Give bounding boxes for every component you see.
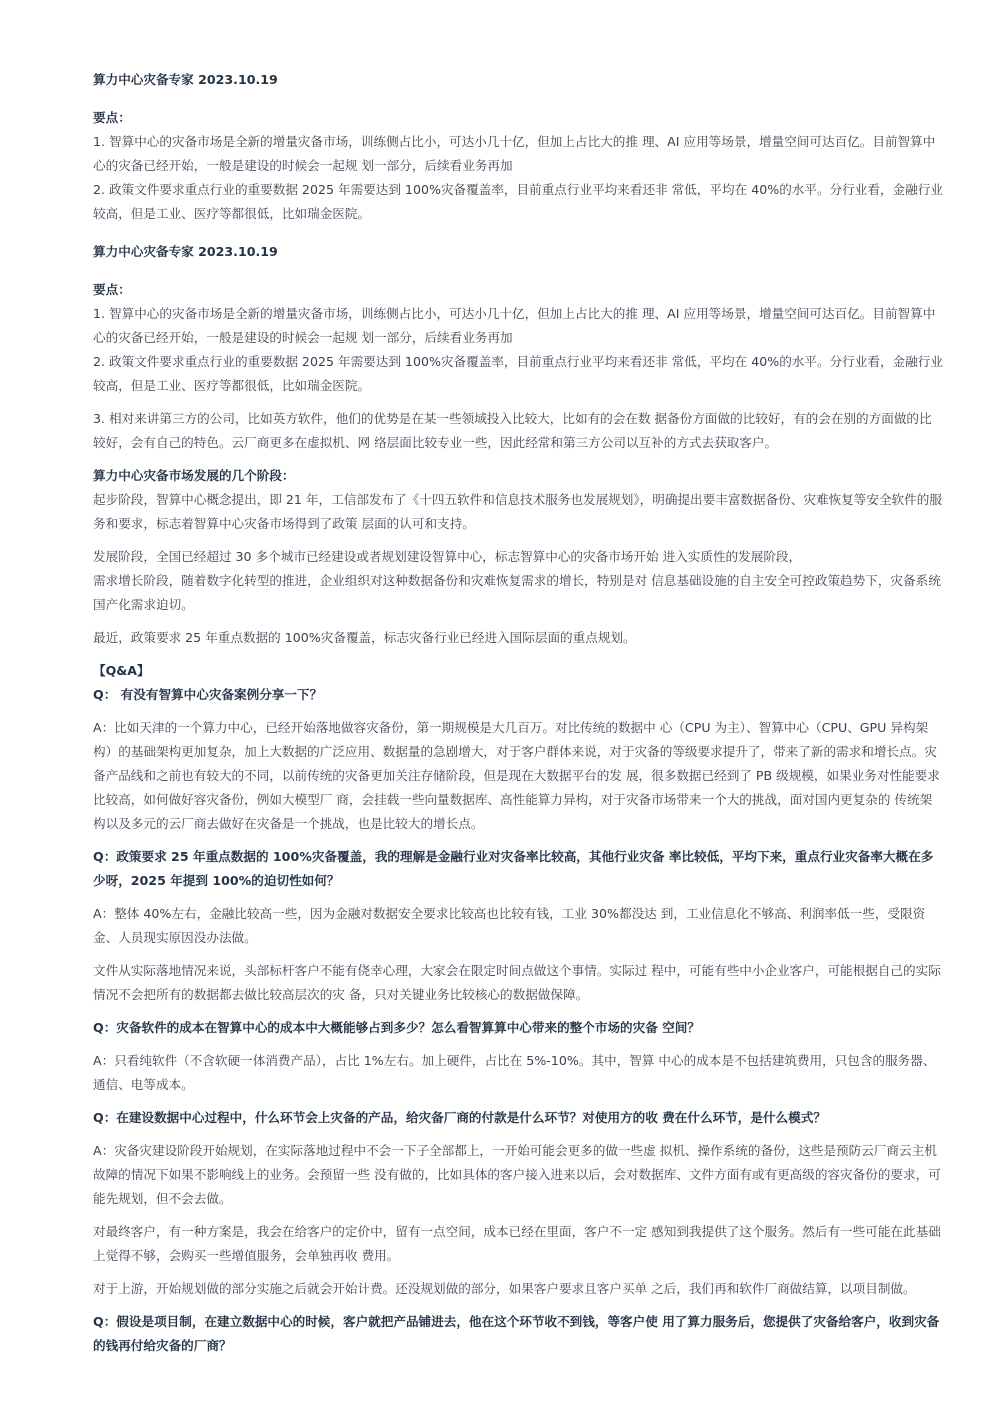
body-paragraph: 文件从实际落地情况来说，头部标杆客户不能有侥幸心理，大家会在限定时间点做这个事情。实际过 程中，可能有些中小企业客户，可能根据自己的实际情况不会把所有的数据都去做比较高层次的灾 备，只对关键业务比较核心的数据做保障。 <box>93 963 941 1002</box>
heading-paragraph: 要点： <box>93 110 131 125</box>
body-paragraph: A：灾备灾建设阶段开始规划，在实际落地过程中不会一下子全部都上，一开始可能会更多的做一些虚 拟机、操作系统的备份，这些是预防云厂商云主机故障的情况下如果不影响线上的业务。会预留一些 没有做的，比如具体的客户接入进来以后，会对数据库、文件方面有或有更高级的容灾备份的要求，可能先规划，但不会去做。 <box>93 1143 941 1206</box>
body-paragraph: 2. 政策文件要求重点行业的重要数据 2025 年需要达到 100%灾备覆盖率，目前重点行业平均来看还非 常低，平均在 40%的水平。分行业看，金融行业较高，但是工业、医疗等都很低，比如瑞金医院。 <box>93 182 943 221</box>
body-paragraph: 需求增长阶段，随着数字化转型的推进，企业组织对这种数据备份和灾难恢复需求的增长，特别是对 信息基础设施的自主安全可控政策趋势下，灾备系统国产化需求迫切。 <box>93 573 941 612</box>
body-paragraph: 最近，政策要求 25 年重点数据的 100%灾备覆盖，标志灾备行业已经进入国际层面的重点规划。 <box>93 630 636 645</box>
heading-paragraph: Q：灾备软件的成本在智算中心的成本中大概能够占到多少？怎么看智算算中心带来的整个市场的灾备 空间？ <box>93 1020 700 1035</box>
body-paragraph: 1. 智算中心的灾备市场是全新的增量灾备市场，训练侧占比小，可达小几十亿，但加上占比大的推 理、AI 应用等场景，增量空间可达百亿。目前智算中心的灾备已经开始，一般是建设的时候会一起规 划一部分，后续看业务再加 <box>93 134 936 173</box>
document-page <box>93 68 943 1358</box>
body-paragraph: 发展阶段，全国已经超过 30 多个城市已经建设或者规划建设智算中心，标志智算中心的灾备市场开始 进入实质性的发展阶段， <box>93 549 802 564</box>
body-paragraph: 起步阶段，智算中心概念提出，即 21 年，工信部发布了《十四五软件和信息技术服务也发展规划》，明确提出要丰富数据备份、灾难恢复等安全软件的服务和要求，标志着智算中心灾备市场得到了政策 层面的认可和支持。 <box>93 492 942 531</box>
heading-paragraph: 算力中心灾备专家 2023.10.19 <box>93 72 278 87</box>
heading-paragraph: 【Q&A】 <box>93 663 150 678</box>
body-paragraph: A：比如天津的一个算力中心，已经开始落地做容灾备份，第一期规模是大几百万。对比传统的数据中 心（CPU 为主）、智算中心（CPU、GPU 异构架构）的基础架构更加复杂，加上大数据的广泛应用、数据量的急剧增大，对于客户群体来说，对于灾备的等级要求提升了，带来了新的需求和增长点。灾备产品线和之前也有较大的不同，以前传统的灾备更加关注存储阶段，但是现在大数据平台的发 展，很多数据已经到了 PB 级规模，如果业务对性能要求比较高，如何做好容灾备份，例如大模型厂 商，会挂载一些向量数据库、高性能算力异构，对于灾备市场带来一个大的挑战，面对国内更复杂的 传统架构以及多元的云厂商去做好在灾备是一个挑战，也是比较大的增长点。 <box>93 720 940 831</box>
heading-paragraph: Q：政策要求 25 年重点数据的 100%灾备覆盖，我的理解是金融行业对灾备率比较高，其他行业灾备 率比较低，平均下来，重点行业灾备率大概在多少呀，2025 年提到 100%的迫切性如何？ <box>93 849 934 888</box>
heading-paragraph: Q： 有没有智算中心灾备案例分享一下？ <box>93 687 323 702</box>
body-paragraph: 2. 政策文件要求重点行业的重要数据 2025 年需要达到 100%灾备覆盖率，目前重点行业平均来看还非 常低，平均在 40%的水平。分行业看，金融行业较高，但是工业、医疗等都很低，比如瑞金医院。 <box>93 354 943 393</box>
heading-paragraph: Q：在建设数据中心过程中，什么环节会上灾备的产品，给灾备厂商的付款是什么环节？对使用方的收 费在什么环节，是什么模式？ <box>93 1110 826 1125</box>
body-paragraph: 对最终客户，有一种方案是，我会在给客户的定价中，留有一点空间，成本已经在里面，客户不一定 感知到我提供了这个服务。然后有一些可能在此基础上觉得不够，会购买一些增值服务，会单独再收 费用。 <box>93 1224 941 1263</box>
body-paragraph: 3. 相对来讲第三方的公司，比如英方软件，他们的优势是在某一些领域投入比较大，比如有的会在数 据备份方面做的比较好，有的会在别的方面做的比较好，会有自己的特色。云厂商更多在虚拟机、网 络层面比较专业一些，因此经常和第三方公司以互补的方式去获取客户。 <box>93 411 932 450</box>
body-paragraph: 对于上游，开始规划做的部分实施之后就会开始计费。还没规划做的部分，如果客户要求且客户买单 之后，我们再和软件厂商做结算，以项目制做。 <box>93 1281 916 1296</box>
body-paragraph: A：整体 40%左右，金融比较高一些，因为金融对数据安全要求比较高也比较有钱，工业 30%都没达 到，工业信息化不够高、利润率低一些，受限资金、人员现实原因没办法做。 <box>93 906 926 945</box>
heading-paragraph: 算力中心灾备专家 2023.10.19 <box>93 244 278 259</box>
body-paragraph: A：只看纯软件（不含软硬一体消费产品），占比 1%左右。加上硬件，占比在 5%-10%。其中，智算 中心的成本是不包括建筑费用，只包含的服务器、通信、电等成本。 <box>93 1053 936 1092</box>
heading-paragraph: 算力中心灾备市场发展的几个阶段： <box>93 468 295 483</box>
heading-paragraph: 要点： <box>93 282 131 297</box>
heading-paragraph: Q：假设是项目制，在建立数据中心的时候，客户就把产品铺进去，他在这个环节收不到钱，等客户使 用了算力服务后，您提供了灾备给客户，收到灾备的钱再付给灾备的厂商？ <box>93 1314 940 1353</box>
body-paragraph: 1. 智算中心的灾备市场是全新的增量灾备市场，训练侧占比小，可达小几十亿，但加上占比大的推 理、AI 应用等场景，增量空间可达百亿。目前智算中心的灾备已经开始，一般是建设的时候会一起规 划一部分，后续看业务再加 <box>93 306 936 345</box>
